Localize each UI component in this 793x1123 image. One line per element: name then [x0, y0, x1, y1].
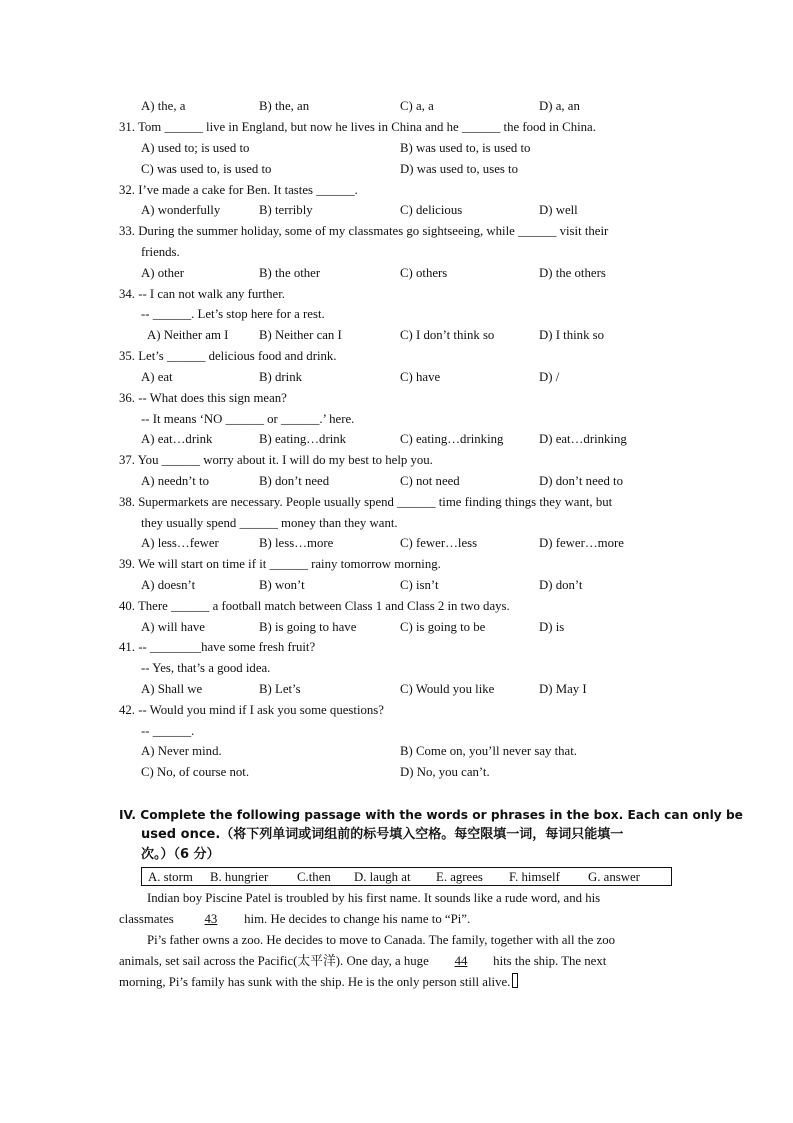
- blank-43[interactable]: 43: [204, 912, 218, 926]
- q31-option-c: C) was used to, is used to: [141, 162, 272, 176]
- passage-p1-line2-b: him. He decides to change his name to “Pi”.: [244, 912, 471, 926]
- word-box-item-a: A. storm: [148, 870, 193, 884]
- word-box-item-d: D. laugh at: [354, 870, 411, 884]
- word-box-item-e: E. agrees: [436, 870, 483, 884]
- q37-question: 37. You ______ worry about it. I will do my best to help you.: [119, 453, 433, 467]
- passage-p2-line3-text: morning, Pi’s family has sunk with the ship. He is the only person still alive.: [119, 975, 511, 989]
- q36-line2: -- It means ‘NO ______ or ______.’ here.: [141, 412, 355, 426]
- q42-option-d: D) No, you can’t.: [400, 765, 490, 779]
- q36-line1: 36. -- What does this sign mean?: [119, 391, 287, 405]
- passage-p2-line2: [119, 953, 606, 969]
- passage-p2-line1: [147, 932, 673, 948]
- q33-line1-text: 33. During the summer holiday, some of my classmates go sightseeing, while ______ visit their: [119, 224, 609, 238]
- q39-option-c: C) isn’t: [400, 578, 439, 592]
- q32-option-a: A) wonderfully: [141, 203, 221, 217]
- q37-option-c: C) not need: [400, 474, 460, 488]
- q38-question-line2: they usually spend ______ money than they want.: [141, 516, 398, 530]
- q33-option-a: A) other: [141, 266, 184, 280]
- q41-line2: -- Yes, that’s a good idea.: [141, 661, 271, 675]
- q30-option-a: A) the, a: [141, 99, 186, 113]
- q41-option-d: D) May I: [539, 682, 587, 696]
- q35-option-b: B) drink: [259, 370, 303, 384]
- q34-line2: -- ______. Let’s stop here for a rest.: [141, 307, 325, 321]
- section4-title-line2: used once.（将下列单词或词组前的标号填入空格。每空限填一词，每词只能填一: [141, 827, 624, 842]
- q39-option-d: D) don’t: [539, 578, 583, 592]
- q38-option-c: C) fewer…less: [400, 536, 478, 550]
- q42-option-b: B) Come on, you’ll never say that.: [400, 744, 577, 758]
- q37-option-b: B) don’t need: [259, 474, 330, 488]
- text-cursor-icon: [512, 973, 518, 988]
- q35-option-a: A) eat: [141, 370, 173, 384]
- q38-option-d: D) fewer…more: [539, 536, 624, 550]
- q33-question-line2: friends.: [141, 245, 180, 259]
- q32-question: 32. I’ve made a cake for Ben. It tastes ______.: [119, 183, 358, 197]
- q38-option-b: B) less…more: [259, 536, 334, 550]
- passage-p1-line1-text: Indian boy Piscine Patel is troubled by his first name. It sounds like a rude word, and his: [147, 891, 601, 905]
- q30-option-b: B) the, an: [259, 99, 310, 113]
- q33-option-c: C) others: [400, 266, 448, 280]
- q33-option-b: B) the other: [259, 266, 321, 280]
- q40-option-c: C) is going to be: [400, 620, 486, 634]
- q32-option-b: B) terribly: [259, 203, 313, 217]
- word-box: [141, 867, 672, 886]
- passage-p2-line3: [119, 973, 518, 990]
- q40-option-d: D) is: [539, 620, 565, 634]
- q38-option-a: A) less…fewer: [141, 536, 219, 550]
- blank-44[interactable]: 44: [454, 954, 468, 968]
- q36-option-d: D) eat…drinking: [539, 432, 627, 446]
- section4-title-line1: IV. Complete the following passage with the words or phrases in the box. Each can only be: [119, 808, 743, 822]
- word-box-item-f: F. himself: [509, 870, 560, 884]
- passage-p1-line2: [119, 911, 470, 927]
- q42-line2: -- ______.: [141, 724, 195, 738]
- q42-line1: 42. -- Would you mind if I ask you some questions?: [119, 703, 384, 717]
- passage-p2-line2-b: hits the ship. The next: [493, 954, 607, 968]
- q37-option-a: A) needn’t to: [141, 474, 209, 488]
- q31-question: 31. Tom ______ live in England, but now he lives in China and he ______ the food in China.: [119, 120, 596, 134]
- q40-option-a: A) will have: [141, 620, 205, 634]
- q35-option-c: C) have: [400, 370, 441, 384]
- word-box-item-c: C.then: [297, 870, 331, 884]
- q34-option-c: C) I don’t think so: [400, 328, 495, 342]
- q33-question-line1: [119, 223, 673, 239]
- q34-option-d: D) I think so: [539, 328, 605, 342]
- passage-p1-line1: [147, 890, 673, 906]
- q42-option-a: A) Never mind.: [141, 744, 222, 758]
- q40-question: 40. There ______ a football match between Class 1 and Class 2 in two days.: [119, 599, 510, 613]
- q37-option-d: D) don’t need to: [539, 474, 623, 488]
- q41-option-c: C) Would you like: [400, 682, 495, 696]
- q31-option-a: A) used to; is used to: [141, 141, 250, 155]
- q38-question-line1: 38. Supermarkets are necessary. People usually spend ______ time finding things they want, but: [119, 495, 613, 509]
- q39-option-a: A) doesn’t: [141, 578, 196, 592]
- q35-question: 35. Let’s ______ delicious food and drink.: [119, 349, 337, 363]
- q36-option-b: B) eating…drink: [259, 432, 347, 446]
- q39-option-b: B) won’t: [259, 578, 305, 592]
- q36-option-a: A) eat…drink: [141, 432, 213, 446]
- q32-option-c: C) delicious: [400, 203, 463, 217]
- q40-option-b: B) is going to have: [259, 620, 357, 634]
- q31-option-b: B) was used to, is used to: [400, 141, 531, 155]
- q34-option-a: A) Neither am I: [147, 328, 229, 342]
- q36-option-c: C) eating…drinking: [400, 432, 504, 446]
- passage-p1-line2-a: classmates: [119, 912, 174, 926]
- section4-title-line3: 次。）（6 分）: [141, 847, 220, 862]
- q33-option-d: D) the others: [539, 266, 606, 280]
- q41-option-a: A) Shall we: [141, 682, 203, 696]
- q34-line1: 34. -- I can not walk any further.: [119, 287, 285, 301]
- word-box-item-g: G. answer: [588, 870, 640, 884]
- word-box-item-b: B. hungrier: [210, 870, 269, 884]
- q42-option-c: C) No, of course not.: [141, 765, 250, 779]
- q34-option-b: B) Neither can I: [259, 328, 342, 342]
- q41-option-b: B) Let’s: [259, 682, 301, 696]
- passage-p2-line2-a: animals, set sail across the Pacific(太平洋). One day, a huge: [119, 954, 429, 968]
- q30-option-d: D) a, an: [539, 99, 580, 113]
- q32-option-d: D) well: [539, 203, 578, 217]
- q41-line1: 41. -- ________have some fresh fruit?: [119, 640, 316, 654]
- q39-question: 39. We will start on time if it ______ rainy tomorrow morning.: [119, 557, 441, 571]
- q35-option-d: D) /: [539, 370, 560, 384]
- q30-option-c: C) a, a: [400, 99, 434, 113]
- q31-option-d: D) was used to, uses to: [400, 162, 519, 176]
- passage-p2-line1-text: Pi’s father owns a zoo. He decides to move to Canada. The family, together with all the zoo: [147, 933, 616, 947]
